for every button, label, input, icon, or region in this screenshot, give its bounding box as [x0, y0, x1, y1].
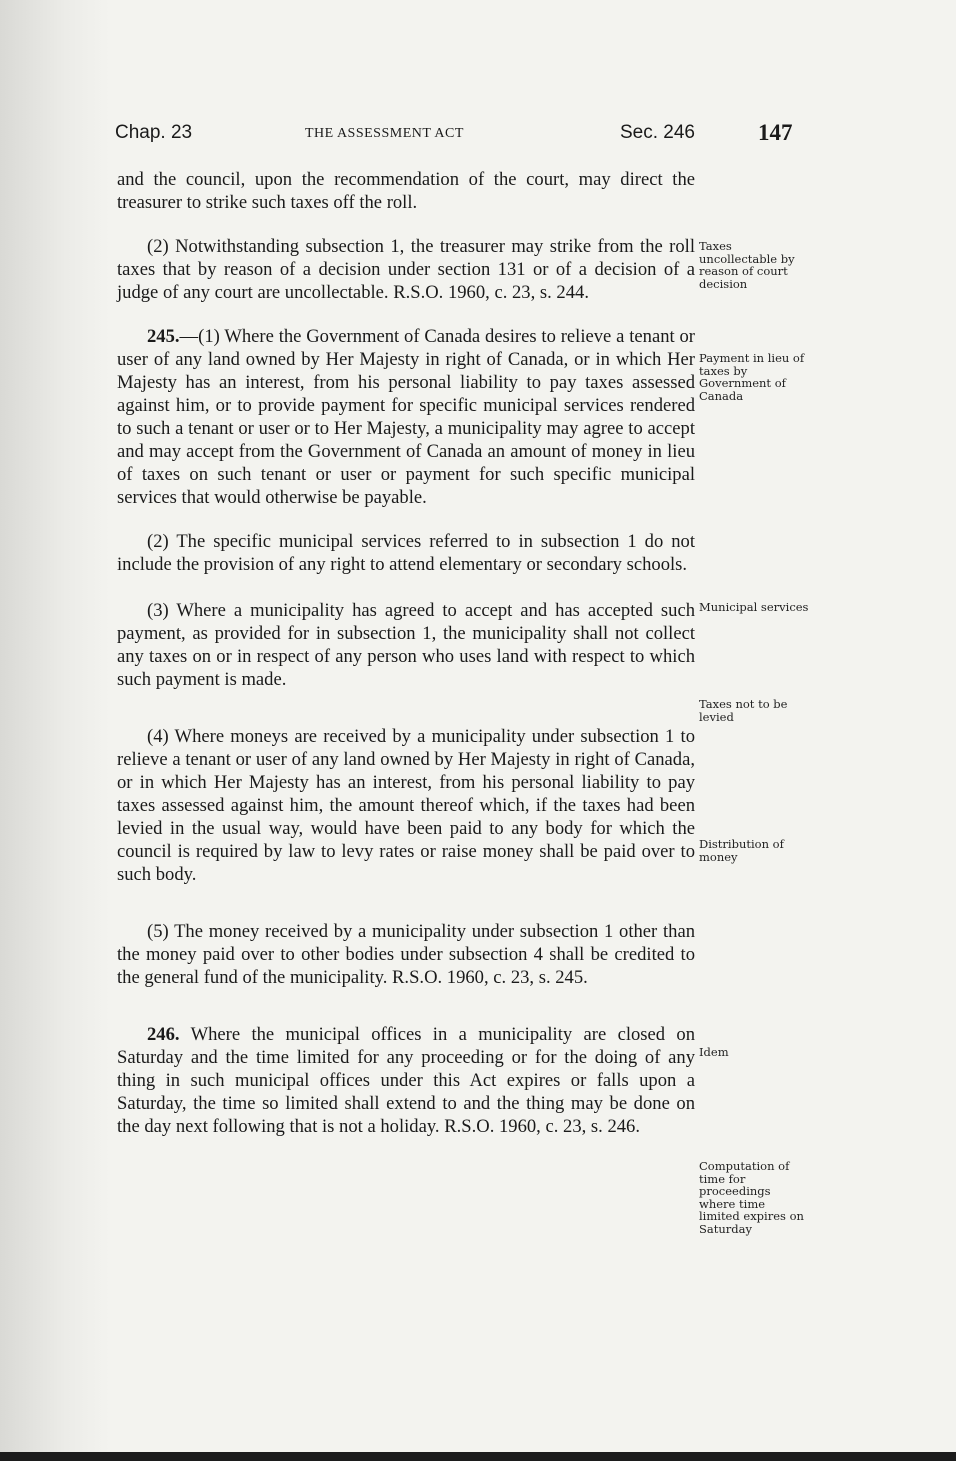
page-edge-shadow: [0, 0, 110, 1461]
margin-note-municipal-services: Municipal services: [699, 600, 809, 614]
section-label: Sec. 246: [620, 122, 695, 143]
paragraph-continuation: and the council, upon the recommendation of the court, may direct the treasurer to strike such taxes off the roll.: [117, 169, 695, 213]
paragraph-245-1: [117, 325, 695, 509]
paragraph-245-1-text: —(1) Where the Government of Canada desires to relieve a tenant or user of any land owned by Her Majesty in right of Canada, or in which Her Majesty has an interest, from his personal liability to pay taxes assessed against him, or to provide payment for specific municipal services rendered to such a tenant or user or to Her Majesty, a municipality may agree to accept and may accept from the Government of Canada an amount of money in lieu of taxes on such tenant or user or payment for such specific municipal services that would otherwise be payable.: [117, 326, 695, 508]
section-number-246: 246.: [147, 1024, 180, 1045]
margin-note-distribution: Distribution of money: [699, 837, 784, 864]
act-title: THE ASSESSMENT ACT: [305, 126, 464, 141]
statute-text: [117, 168, 695, 1138]
paragraph-246: [117, 1023, 695, 1138]
paragraph-245-4: (4) Where moneys are received by a municipality under subsection 1 to relieve a tenant or user of any land owned by Her Majesty in right of Canada, or in which Her Majesty has an interest, from his personal liability to pay taxes assessed against him, the amount thereof which, if the taxes had been levied in the usual way, would have been paid to any body for which the council is required by law to levy rates or raise money shall be paid over to such body.: [117, 726, 695, 885]
chapter-label: Chap. 23: [115, 122, 193, 143]
running-header: [115, 120, 805, 150]
margin-note-taxes-not-levied: Taxes not to be levied: [699, 697, 788, 724]
paragraph-246-text: Where the municipal offices in a municipality are closed on Saturday and the time limited for any proceeding or for the doing of any thing in such municipal offices under this Act expires or falls upon a Saturday, the time so limited shall extend to and the thing may be done on the day next following that is not a holiday. R.S.O. 1960, c. 23, s. 246.: [117, 1024, 696, 1137]
section-number-245: 245.: [147, 326, 180, 347]
paragraph-245-2: (2) The specific municipal services referred to in subsection 1 do not include the provision of any right to attend elementary or secondary schools.: [117, 531, 695, 575]
scan-bottom-edge: [0, 1452, 956, 1461]
margin-note-payment-in-lieu: Payment in lieu of taxes by Government of Canada: [699, 351, 805, 403]
paragraph-245-5: (5) The money received by a municipality under subsection 1 other than the money paid over to other bodies under subsection 4 shall be credited to the general fund of the municipality. R.S.O. 1960, c. 23, s. 245.: [117, 921, 695, 988]
paragraph-244-2: (2) Notwithstanding subsection 1, the treasurer may strike from the roll taxes that by reason of a decision under section 131 or of a decision of a judge of any court are uncollectable. R.S.O. 1960, c. 23, s. 244.: [117, 236, 695, 303]
margin-note-computation: Computation of time for proceedings where time limited expires on Saturday: [699, 1159, 804, 1236]
paragraph-245-3: (3) Where a municipality has agreed to accept and has accepted such payment, as provided for in subsection 1, the municipality shall not collect any taxes on or in respect of any person who uses land with respect to which such payment is made.: [117, 600, 695, 690]
margin-note-uncollectable: Taxes uncollectable by reason of court decision: [699, 239, 795, 291]
margin-note-idem: Idem: [699, 1045, 729, 1059]
page-number: 147: [758, 120, 793, 145]
